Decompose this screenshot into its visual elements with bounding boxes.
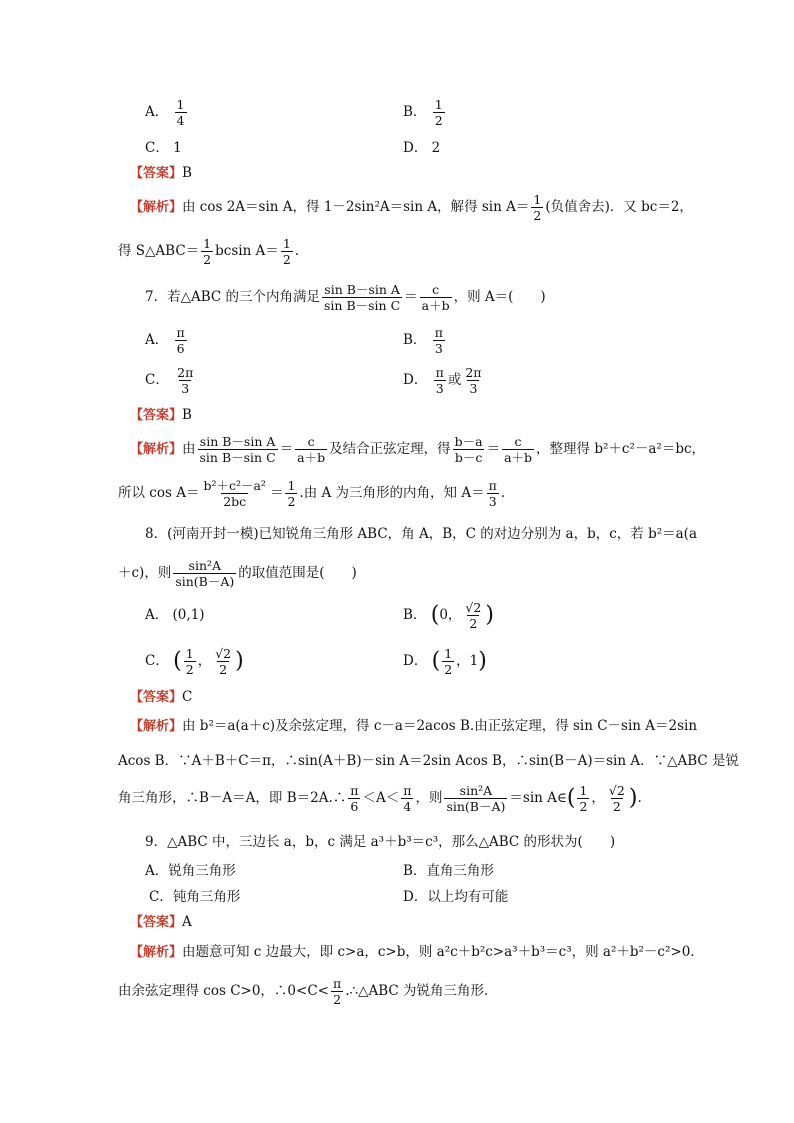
q6-analysis-line-1 <box>130 190 693 225</box>
fraction <box>487 478 499 509</box>
denominator: 3 <box>469 381 478 396</box>
q9-stem: 9．△ABC 中，三边长 a，b，c 满足 a³＋b³＝c³，那么△ABC 的形状为( ) <box>145 834 616 850</box>
numerator: π <box>350 783 359 798</box>
q6-option-d: D． 2 <box>403 140 441 156</box>
numerator: 1 <box>282 236 291 251</box>
analysis-text: 得 S△ABC＝ <box>118 243 200 259</box>
q6-option-b <box>403 97 447 128</box>
denominator: 6 <box>176 341 185 356</box>
numerator: 1 <box>579 783 588 798</box>
analysis-text: 由题意可知 c 边最大，即 c>a，c>b，则 a²c＋b²c>a³＋b³＝c³，则 a²＋b²－c²>0. <box>182 944 695 960</box>
q9-option-a: A．锐角三角形 <box>145 863 236 879</box>
numerator: 1 <box>434 97 443 112</box>
numerator: b²＋c²－a² <box>203 478 266 493</box>
right-paren: ) <box>628 785 638 811</box>
option-label: B． <box>403 104 427 120</box>
analysis-text: . <box>637 790 642 806</box>
analysis-text: 及结合正弦定理，得 <box>329 441 451 457</box>
denominator: sin(B－A) <box>446 799 506 814</box>
numerator: c <box>514 434 522 449</box>
numerator: √2 <box>608 783 625 798</box>
analysis-text: 由 cos 2A＝sin A，得 1－2sin²A＝sin A，解得 sin A＝ <box>182 199 530 215</box>
denominator: 2 <box>203 252 212 267</box>
fraction <box>577 783 589 814</box>
numerator: π <box>403 783 412 798</box>
q8-answer <box>130 687 192 708</box>
q7-analysis-line-1 <box>130 432 705 467</box>
q8-stem-line-1: 8．(河南开封一模)已知锐角三角形 ABC，角 A，B，C 的对边分别为 a，b，c，若 b²＝a(a <box>145 526 697 542</box>
denominator: sin B－sin C <box>199 450 276 465</box>
numerator: 2π <box>465 365 482 380</box>
option-label: B． <box>403 607 427 623</box>
denominator: 2 <box>333 992 342 1007</box>
q8-analysis-line-2: Acos B．∵A＋B＋C＝π，∴sin(A＋B)－sin A＝2sin Acos B，∴sin(B－A)＝sin A．∵△ABC 是锐 <box>118 753 740 769</box>
fraction <box>502 434 534 465</box>
fraction <box>442 646 454 677</box>
denominator: 6 <box>350 799 359 814</box>
denominator: 2bc <box>223 494 247 509</box>
fraction <box>531 192 543 223</box>
right-paren: ) <box>478 648 487 674</box>
analysis-text: bcsin A＝ <box>215 243 279 259</box>
numerator: π <box>435 365 444 380</box>
option-label: A． <box>145 104 169 120</box>
fraction <box>331 976 343 1007</box>
option-label: B． <box>403 332 427 348</box>
q6-analysis-line-2 <box>118 234 299 268</box>
fraction <box>444 783 507 814</box>
denominator: 2 <box>185 662 194 677</box>
numerator: π <box>488 478 497 493</box>
stem-text: ＋c)，则 <box>118 565 172 581</box>
fraction <box>322 282 402 313</box>
denominator: 2 <box>469 616 478 631</box>
analysis-text: ＝sin A∈ <box>509 790 567 806</box>
numerator: π <box>434 325 443 340</box>
denominator: a＋b <box>297 450 326 465</box>
q9-option-b: B．直角三角形 <box>403 863 494 879</box>
q9-analysis-line-2 <box>118 973 498 1009</box>
stem-text: 的取值范围是( ) <box>238 565 357 581</box>
answer-tag: 【答案】 <box>130 408 183 423</box>
analysis-tag: 【解析】 <box>130 719 183 734</box>
q6-option-a <box>145 97 189 128</box>
numerator: 1 <box>287 478 296 493</box>
answer-value: A <box>182 914 192 930</box>
denominator: 3 <box>488 494 497 509</box>
answer-value: C <box>182 689 193 705</box>
fraction <box>201 236 213 267</box>
analysis-text: ＝ <box>486 441 501 457</box>
q6-option-c: C． 1 <box>145 140 182 156</box>
analysis-text: ＝ <box>279 441 294 457</box>
denominator: b－c <box>454 450 483 465</box>
analysis-text: ，则 <box>415 790 443 806</box>
fraction <box>463 365 483 396</box>
numerator: π <box>176 325 185 340</box>
denominator: 3 <box>434 341 443 356</box>
numerator: √2 <box>465 600 482 615</box>
answer-tag: 【答案】 <box>130 690 183 705</box>
q7-answer <box>130 405 192 426</box>
q7-option-a <box>145 325 189 356</box>
denominator: 4 <box>176 113 185 128</box>
answer-value: B <box>182 407 192 423</box>
q7-analysis-line-2 <box>118 476 505 510</box>
denominator: 2 <box>287 494 296 509</box>
stem-text: 7．若△ABC 的三个内角满足 <box>145 289 321 305</box>
right-paren: ) <box>235 648 244 674</box>
fraction <box>175 365 195 396</box>
numerator: 1 <box>176 97 185 112</box>
q8-analysis-line-3: 角三角形，∴B－A＝A，即 B＝2A.∴ $\frac{\pi}{6}$ ＜A＜ $\frac{\pi}{4}$ ，则 $\frac{\text{sin²A}}{\sin(B-A)}$ ＝sin A∈( $\frac{1}{2}$ ， $\frac{√2}{2}$ ). <box>118 783 642 814</box>
right-paren: ) <box>485 602 494 628</box>
q7-option-d <box>403 365 486 396</box>
denominator: 2 <box>579 799 588 814</box>
numerator: sin B－sin A <box>199 434 276 449</box>
analysis-text: 由余弦定理得 cos C>0，∴0<C< <box>118 983 329 999</box>
denominator: a＋b <box>504 450 533 465</box>
q9-option-c: C．钝角三角形 <box>149 889 241 905</box>
q7-stem <box>145 280 546 314</box>
denominator: 3 <box>435 381 444 396</box>
numerator: b－a <box>454 434 483 449</box>
analysis-text: ＝ <box>269 485 284 501</box>
left-paren: ( <box>431 648 441 674</box>
denominator: 2 <box>444 662 453 677</box>
option-text: 或 <box>447 372 462 388</box>
analysis-tag: 【解析】 <box>130 442 183 457</box>
analysis-text: ，整理得 b²＋c²－a²＝bc， <box>536 441 706 457</box>
stem-text: ＝ <box>404 289 418 305</box>
fraction <box>175 325 187 356</box>
q9-answer <box>130 912 192 933</box>
fraction <box>201 478 268 509</box>
analysis-text: 角三角形，∴B－A＝A，即 B＝2A.∴ <box>118 790 347 806</box>
denominator: sin B－sin C <box>324 298 401 313</box>
fraction <box>433 97 445 128</box>
fraction <box>184 646 196 677</box>
fraction <box>175 97 187 128</box>
left-paren: ( <box>566 785 576 811</box>
numerator: sin²A <box>459 783 493 798</box>
denominator: 2 <box>434 113 443 128</box>
fraction <box>453 434 485 465</box>
fraction <box>433 325 445 356</box>
analysis-tag: 【解析】 <box>130 200 183 215</box>
numerator: 1 <box>203 236 212 251</box>
fraction <box>463 600 483 631</box>
numerator: sin²A <box>188 558 222 573</box>
denominator: 4 <box>403 799 412 814</box>
numerator: sin B－sin A <box>324 282 400 297</box>
fraction <box>420 282 452 313</box>
fraction <box>295 434 327 465</box>
fraction <box>198 434 278 465</box>
q7-option-c <box>145 365 197 396</box>
q8-option-a: A． (0,1) <box>145 607 205 623</box>
numerator: c <box>307 434 315 449</box>
fraction <box>401 783 413 814</box>
left-paren: ( <box>430 602 440 628</box>
q6-answer <box>130 163 192 184</box>
numerator: 1 <box>185 646 194 661</box>
fraction <box>434 365 446 396</box>
option-label: C． <box>145 653 169 669</box>
numerator: c <box>432 282 440 297</box>
analysis-text: 由 b²＝a(a＋c)及余弦定理，得 c－a＝2acos B.由正弦定理，得 sin C－sin A＝2sin <box>182 718 698 734</box>
fraction <box>173 558 236 589</box>
analysis-text: .∴△ABC 为锐角三角形． <box>345 983 498 999</box>
denominator: sin(B－A) <box>175 574 235 589</box>
denominator: 2 <box>612 799 621 814</box>
option-label: C． <box>145 372 169 388</box>
left-paren: ( <box>173 648 182 674</box>
fraction <box>348 783 360 814</box>
analysis-text: ＜A＜ <box>362 790 400 806</box>
fraction <box>607 783 627 814</box>
stem-text: ，则 A＝( ) <box>453 289 546 305</box>
analysis-text: 所以 cos A＝ <box>118 485 200 501</box>
denominator: 3 <box>181 381 190 396</box>
analysis-text: (负值舍去)．又 bc＝2， <box>545 199 693 215</box>
numerator: √2 <box>215 646 232 661</box>
q8-option-d: D． ( $\frac{1}{2}$ ，1) <box>403 646 487 677</box>
answer-value: B <box>182 165 192 181</box>
numerator: 1 <box>444 646 453 661</box>
option-text: 1 <box>469 653 479 669</box>
q7-option-b <box>403 325 447 356</box>
answer-tag: 【答案】 <box>130 915 183 930</box>
q9-analysis-line-1 <box>130 942 695 963</box>
denominator: 2 <box>282 252 291 267</box>
q8-option-b <box>403 597 494 633</box>
analysis-text: . <box>294 243 300 259</box>
analysis-text: .由 A 为三角形的内角，知 A＝ <box>299 485 485 501</box>
answer-tag: 【答案】 <box>130 166 183 181</box>
fraction <box>281 236 293 267</box>
numerator: 1 <box>533 192 542 207</box>
option-label: D． <box>403 653 428 669</box>
analysis-tag: 【解析】 <box>130 945 183 960</box>
fraction <box>285 478 297 509</box>
numerator: 2π <box>177 365 194 380</box>
q8-stem-line-2 <box>118 556 357 590</box>
option-text: 0， <box>439 607 462 623</box>
numerator: π <box>332 976 342 991</box>
denominator: 2 <box>219 662 228 677</box>
option-label: A． <box>145 332 169 348</box>
q9-option-d: D．以上均有可能 <box>403 889 509 905</box>
analysis-text: . <box>500 485 506 501</box>
q8-analysis-line-1 <box>130 716 697 737</box>
q8-option-c: C． ( $\frac{1}{2}$ ， $\frac{√2}{2}$ ) <box>145 646 244 677</box>
analysis-text: 由 <box>182 441 196 457</box>
denominator: a＋b <box>421 298 450 313</box>
fraction <box>213 646 233 677</box>
option-label: D． <box>403 372 428 388</box>
denominator: 2 <box>533 208 542 223</box>
